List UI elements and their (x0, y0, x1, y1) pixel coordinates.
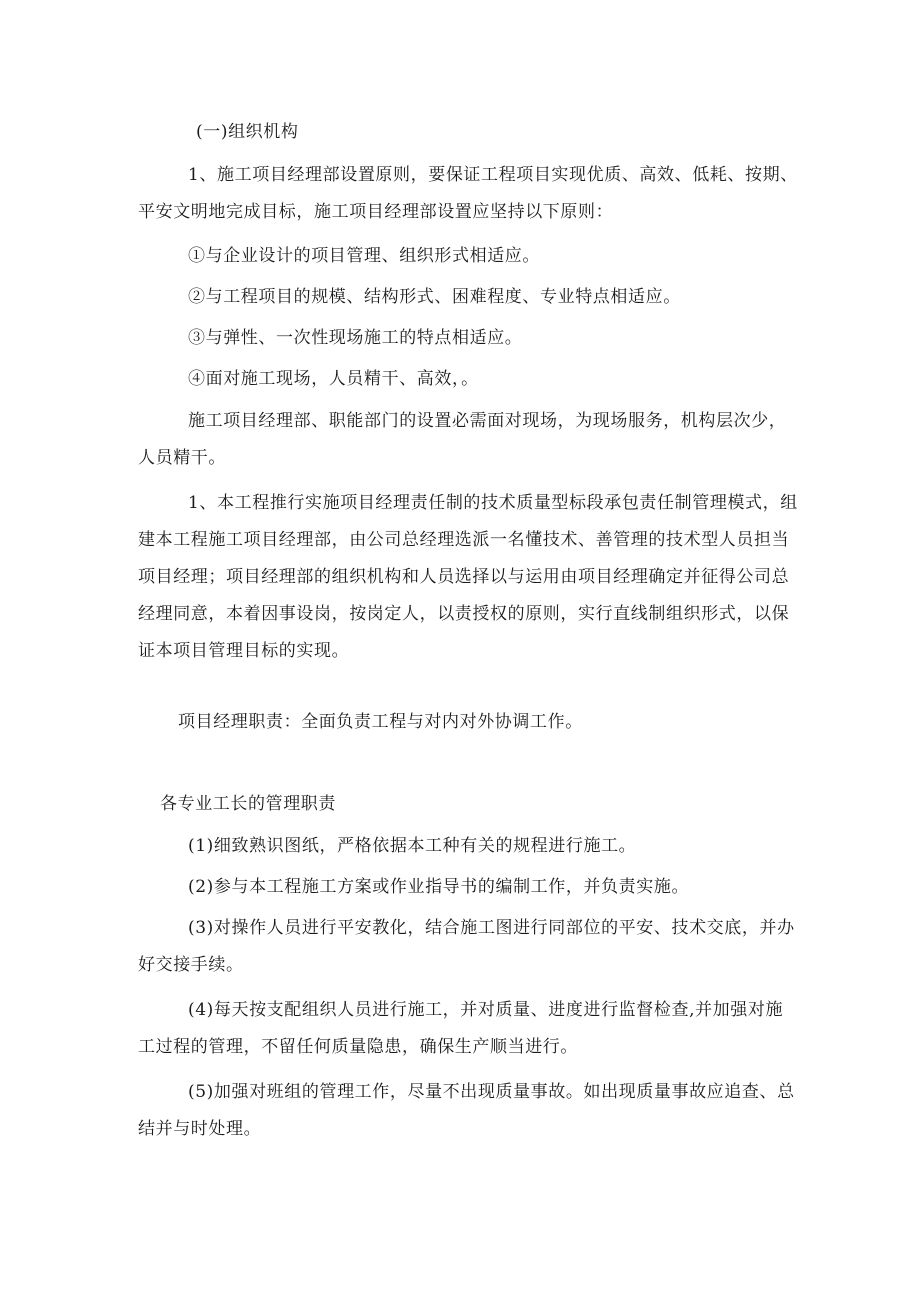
foreman-duty-4: (4)每天按支配组织人员进行施工，并对质量、进度进行监督检查,并加强对施工过程的管理，不留任何质量隐患，确保生产顺当进行。 (138, 1000, 784, 1057)
foreman-duties-heading: 各专业工长的管理职责 (160, 794, 336, 814)
foreman-duty-1: (1)细致熟识图纸，严格依据本工种有关的规程进行施工。 (188, 836, 637, 856)
foreman-duty-5: (5)加强对班组的管理工作，尽量不出现质量事故。如出现质量事故应追查、总结并与时处理。 (138, 1082, 795, 1139)
section-heading: (一)组织机构 (196, 122, 299, 142)
paragraph-department-setup: 施工项目经理部、职能部门的设置必需面对现场，为现场服务，机构层次少，人员精干。 (138, 411, 787, 468)
foreman-duty-2: (2)参与本工程施工方案或作业指导书的编制工作，并负责实施。 (188, 877, 690, 897)
principle-item-1: ①与企业设计的项目管理、组织形式相适应。 (188, 246, 540, 266)
foreman-duty-3: (3)对操作人员进行平安教化，结合施工图进行同部位的平安、技术交底，并办好交接手续。 (138, 918, 795, 975)
principle-item-3: ③与弹性、一次性现场施工的特点相适应。 (188, 328, 523, 348)
paragraph-management-mode: 1、本工程推行实施项目经理责任制的技术质量型标段承包责任制管理模式，组建本工程施工项目经理部，由公司总经理选派一名懂技术、善管理的技术型人员担当项目经理；项目经理部的组织机构和人员选择以与运用由项目经理确定并征得公司总经理同意，本着因事设岗，按岗定人，以责授权的原则，实行直线制组织形式，以保证本项目管理目标的实现。 (138, 493, 798, 661)
paragraph-setup-principle: 1、施工项目经理部设置原则，要保证工程项目实现优质、高效、低耗、按期、平安文明地完成目标，施工项目经理部设置应坚持以下原则： (138, 165, 798, 222)
project-manager-duty: 项目经理职责：全面负责工程与对内对外协调工作。 (178, 712, 583, 732)
principle-item-2: ②与工程项目的规模、结构形式、困难程度、专业特点相适应。 (188, 287, 681, 307)
principle-item-4: ④面对施工现场，人员精干、高效，。 (188, 369, 479, 389)
